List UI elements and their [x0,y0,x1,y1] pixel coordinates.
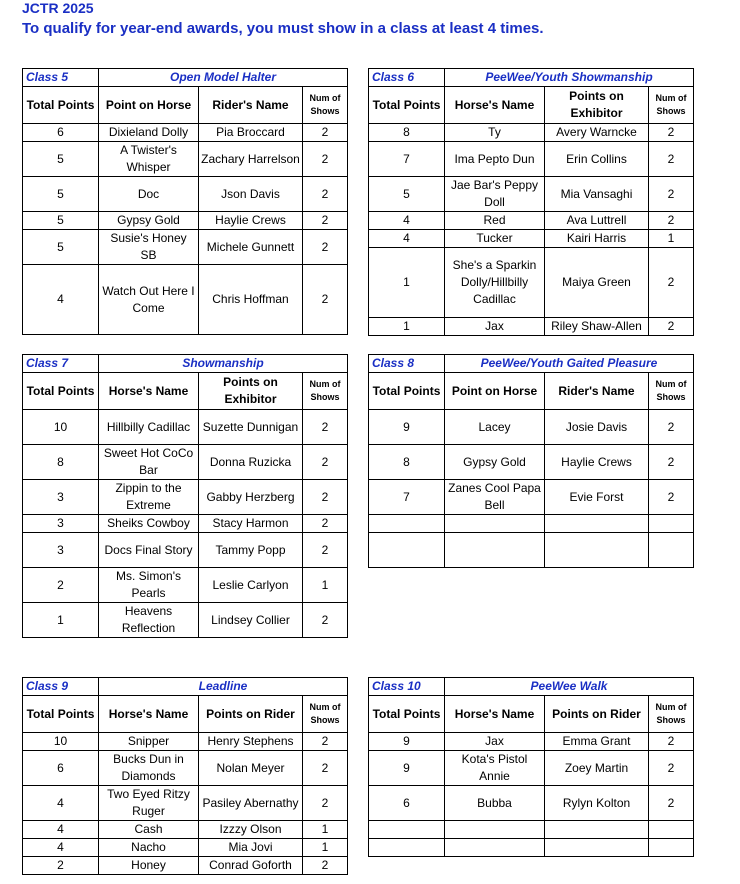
class-10-table [368,677,694,857]
table-cell: Evie Forst [545,480,649,515]
table-cell: Pasiley Abernathy [199,786,303,821]
table-cell: Hillbilly Cadillac [99,410,199,445]
table-cell: Zippin to the Extreme [99,480,199,515]
table-cell: 5 [23,177,99,212]
table-cell: Jax [445,733,545,751]
table-cell: 1 [649,230,694,248]
table-cell: Lacey [445,410,545,445]
table-cell: Nacho [99,839,199,857]
table-cell: A Twister's Whisper [99,142,199,177]
table-cell: Haylie Crews [199,212,303,230]
table-cell [369,821,445,839]
table-cell: Kairi Harris [545,230,649,248]
column-header: Points on Exhibitor [545,87,649,124]
table-row [23,568,348,603]
table-cell: Bucks Dun in Diamonds [99,751,199,786]
table-row [23,177,348,212]
table-cell: 2 [303,533,348,568]
column-header: Num of Shows [649,373,694,410]
table-cell: Sweet Hot CoCo Bar [99,445,199,480]
table-cell: Json Davis [199,177,303,212]
table-cell: 7 [369,142,445,177]
table-cell: Ima Pepto Dun [445,142,545,177]
table-row [369,124,694,142]
table-cell [445,821,545,839]
table-cell [445,533,545,568]
class-6-title: PeeWee/Youth Showmanship [445,69,694,87]
table-cell: Gypsy Gold [99,212,199,230]
table-cell: 1 [369,248,445,318]
table-cell: 1 [23,603,99,638]
column-header: Rider's Name [545,373,649,410]
table-cell: 2 [649,410,694,445]
table-cell: 3 [23,533,99,568]
column-header: Total Points [369,87,445,124]
table-row [23,533,348,568]
table-cell: 2 [303,265,348,335]
class-9-title: Leadline [99,678,348,696]
table-cell [545,533,649,568]
table-cell: 2 [303,212,348,230]
table-row [23,265,348,335]
table-cell: 2 [303,124,348,142]
class-10-title: PeeWee Walk [445,678,694,696]
column-header: Num of Shows [649,696,694,733]
table-cell: Rylyn Kolton [545,786,649,821]
table-cell: 9 [369,751,445,786]
column-header: Point on Horse [99,87,199,124]
column-header: Num of Shows [303,87,348,124]
table-row [369,515,694,533]
table-row [369,839,694,857]
table-row [23,124,348,142]
table-cell: Nolan Meyer [199,751,303,786]
table-cell: Gypsy Gold [445,445,545,480]
column-header-row [23,696,348,733]
table-cell: 2 [649,124,694,142]
class-5-title: Open Model Halter [99,69,348,87]
table-cell: Tucker [445,230,545,248]
table-cell: Leslie Carlyon [199,568,303,603]
column-header-row [23,87,348,124]
table-cell: Jae Bar's Peppy Doll [445,177,545,212]
column-header: Horse's Name [445,696,545,733]
table-row [23,857,348,875]
table-cell: Lindsey Collier [199,603,303,638]
table-row [369,177,694,212]
class-8-title: PeeWee/Youth Gaited Pleasure [445,355,694,373]
table-cell: Gabby Herzberg [199,480,303,515]
table-cell: 2 [23,568,99,603]
table-cell: 2 [303,857,348,875]
table-cell: Erin Collins [545,142,649,177]
column-header: Rider's Name [199,87,303,124]
table-row [23,839,348,857]
table-cell: 2 [303,786,348,821]
column-header: Num of Shows [303,373,348,410]
column-header: Points on Rider [199,696,303,733]
class-8-table [368,354,694,568]
table-cell: Dixieland Dolly [99,124,199,142]
table-cell: Sheiks Cowboy [99,515,199,533]
table-cell: 2 [649,480,694,515]
table-cell [649,821,694,839]
table-cell [649,839,694,857]
table-cell: Ty [445,124,545,142]
class-9-table [22,677,348,875]
table-cell: 7 [369,480,445,515]
table-cell: 2 [303,445,348,480]
column-header: Num of Shows [303,696,348,733]
class-7-label: Class 7 [23,355,99,373]
table-cell: Jax [445,318,545,336]
table-cell: 2 [303,410,348,445]
table-row [23,212,348,230]
table-cell [369,533,445,568]
table-cell: 5 [23,212,99,230]
table-cell: Heavens Reflection [99,603,199,638]
column-header: Total Points [369,696,445,733]
table-cell [545,515,649,533]
column-header: Horse's Name [445,87,545,124]
column-header-row [23,373,348,410]
table-row [369,212,694,230]
column-header: Total Points [369,373,445,410]
table-cell: Snipper [99,733,199,751]
table-cell: Docs Final Story [99,533,199,568]
table-cell: 10 [23,410,99,445]
table-cell: 2 [649,212,694,230]
table-cell: Zanes Cool Papa Bell [445,480,545,515]
table-cell: Susie's Honey SB [99,230,199,265]
table-cell: 2 [649,248,694,318]
table-cell: 2 [649,318,694,336]
table-cell: Riley Shaw-Allen [545,318,649,336]
table-cell [445,515,545,533]
table-cell: 4 [369,212,445,230]
table-cell [545,821,649,839]
class-10-label: Class 10 [369,678,445,696]
column-header: Points on Exhibitor [199,373,303,410]
table-cell: 6 [23,124,99,142]
column-header: Points on Rider [545,696,649,733]
table-cell [649,515,694,533]
table-cell: 2 [649,733,694,751]
table-cell: 6 [369,786,445,821]
table-cell: Stacy Harmon [199,515,303,533]
table-cell: Watch Out Here I Come [99,265,199,335]
table-row [369,533,694,568]
table-cell: 2 [649,142,694,177]
table-row [23,751,348,786]
table-cell: Suzette Dunnigan [199,410,303,445]
class-8-label: Class 8 [369,355,445,373]
table-row [23,821,348,839]
table-cell: 2 [303,751,348,786]
table-row [369,248,694,318]
table-cell: Haylie Crews [545,445,649,480]
table-cell [369,839,445,857]
table-cell: Tammy Popp [199,533,303,568]
table-row [369,751,694,786]
table-cell: Honey [99,857,199,875]
table-cell: 2 [303,230,348,265]
class-6-label: Class 6 [369,69,445,87]
column-header: Horse's Name [99,373,199,410]
class-6-table [368,68,694,336]
table-cell: 9 [369,733,445,751]
class-9-label: Class 9 [23,678,99,696]
column-header: Point on Horse [445,373,545,410]
table-cell: 9 [369,410,445,445]
table-cell: Michele Gunnett [199,230,303,265]
class-7-table [22,354,348,638]
table-cell: Maiya Green [545,248,649,318]
table-cell: 3 [23,515,99,533]
table-cell: Pia Broccard [199,124,303,142]
table-cell: 8 [23,445,99,480]
table-cell: 4 [23,839,99,857]
column-header: Horse's Name [99,696,199,733]
table-cell: 2 [303,480,348,515]
table-cell: Zoey Martin [545,751,649,786]
table-row [369,142,694,177]
table-row [23,480,348,515]
table-row [369,821,694,839]
table-row [23,410,348,445]
table-row [23,515,348,533]
column-header: Num of Shows [649,87,694,124]
column-header: Total Points [23,696,99,733]
table-cell: 2 [649,445,694,480]
table-cell: Bubba [445,786,545,821]
table-cell: Zachary Harrelson [199,142,303,177]
table-cell: 2 [303,733,348,751]
table-cell: Doc [99,177,199,212]
table-cell: Conrad Goforth [199,857,303,875]
class-5-label: Class 5 [23,69,99,87]
table-cell: 8 [369,445,445,480]
table-row [369,230,694,248]
table-cell: 3 [23,480,99,515]
table-cell: Chris Hoffman [199,265,303,335]
table-cell: 6 [23,751,99,786]
table-cell: Red [445,212,545,230]
table-cell: Emma Grant [545,733,649,751]
table-cell: Cash [99,821,199,839]
table-row [369,480,694,515]
column-header: Total Points [23,87,99,124]
table-cell: Henry Stephens [199,733,303,751]
table-cell: 4 [23,265,99,335]
table-cell: 4 [23,786,99,821]
table-row [23,142,348,177]
column-header: Total Points [23,373,99,410]
table-cell: Ms. Simon's Pearls [99,568,199,603]
table-cell: Avery Warncke [545,124,649,142]
column-header-row [369,696,694,733]
table-row [23,445,348,480]
table-row [369,410,694,445]
table-cell: 2 [649,751,694,786]
table-cell: 4 [369,230,445,248]
table-cell: Donna Ruzicka [199,445,303,480]
table-cell: 4 [23,821,99,839]
table-row [369,733,694,751]
table-cell: 1 [303,839,348,857]
table-row [23,603,348,638]
table-cell: 1 [303,568,348,603]
table-cell: 5 [369,177,445,212]
table-cell: 1 [303,821,348,839]
table-cell: 2 [649,786,694,821]
table-cell [545,839,649,857]
table-row [23,230,348,265]
column-header-row [369,87,694,124]
table-cell: 10 [23,733,99,751]
table-cell [369,515,445,533]
table-cell: Two Eyed Ritzy Ruger [99,786,199,821]
table-cell: 2 [23,857,99,875]
table-row [23,733,348,751]
table-cell: 2 [303,142,348,177]
table-cell [445,839,545,857]
table-cell: 2 [303,177,348,212]
table-cell: 2 [303,515,348,533]
page-title: JCTR 2025 [22,0,94,16]
table-cell: Mia Jovi [199,839,303,857]
table-row [369,445,694,480]
table-row [369,786,694,821]
table-cell: Izzzy Olson [199,821,303,839]
column-header-row [369,373,694,410]
class-5-table [22,68,348,335]
table-cell: 2 [303,603,348,638]
table-cell: Ava Luttrell [545,212,649,230]
table-row [23,786,348,821]
table-cell: 2 [649,177,694,212]
table-cell: 8 [369,124,445,142]
table-cell: Mia Vansaghi [545,177,649,212]
table-cell: She's a Sparkin Dolly/Hillbilly Cadillac [445,248,545,318]
table-cell: Kota's Pistol Annie [445,751,545,786]
table-cell: 5 [23,142,99,177]
table-cell: 5 [23,230,99,265]
table-cell: 1 [369,318,445,336]
table-row [369,318,694,336]
class-7-title: Showmanship [99,355,348,373]
table-cell [649,533,694,568]
page-subtitle: To qualify for year-end awards, you must show in a class at least 4 times. [22,20,544,37]
table-cell: Josie Davis [545,410,649,445]
